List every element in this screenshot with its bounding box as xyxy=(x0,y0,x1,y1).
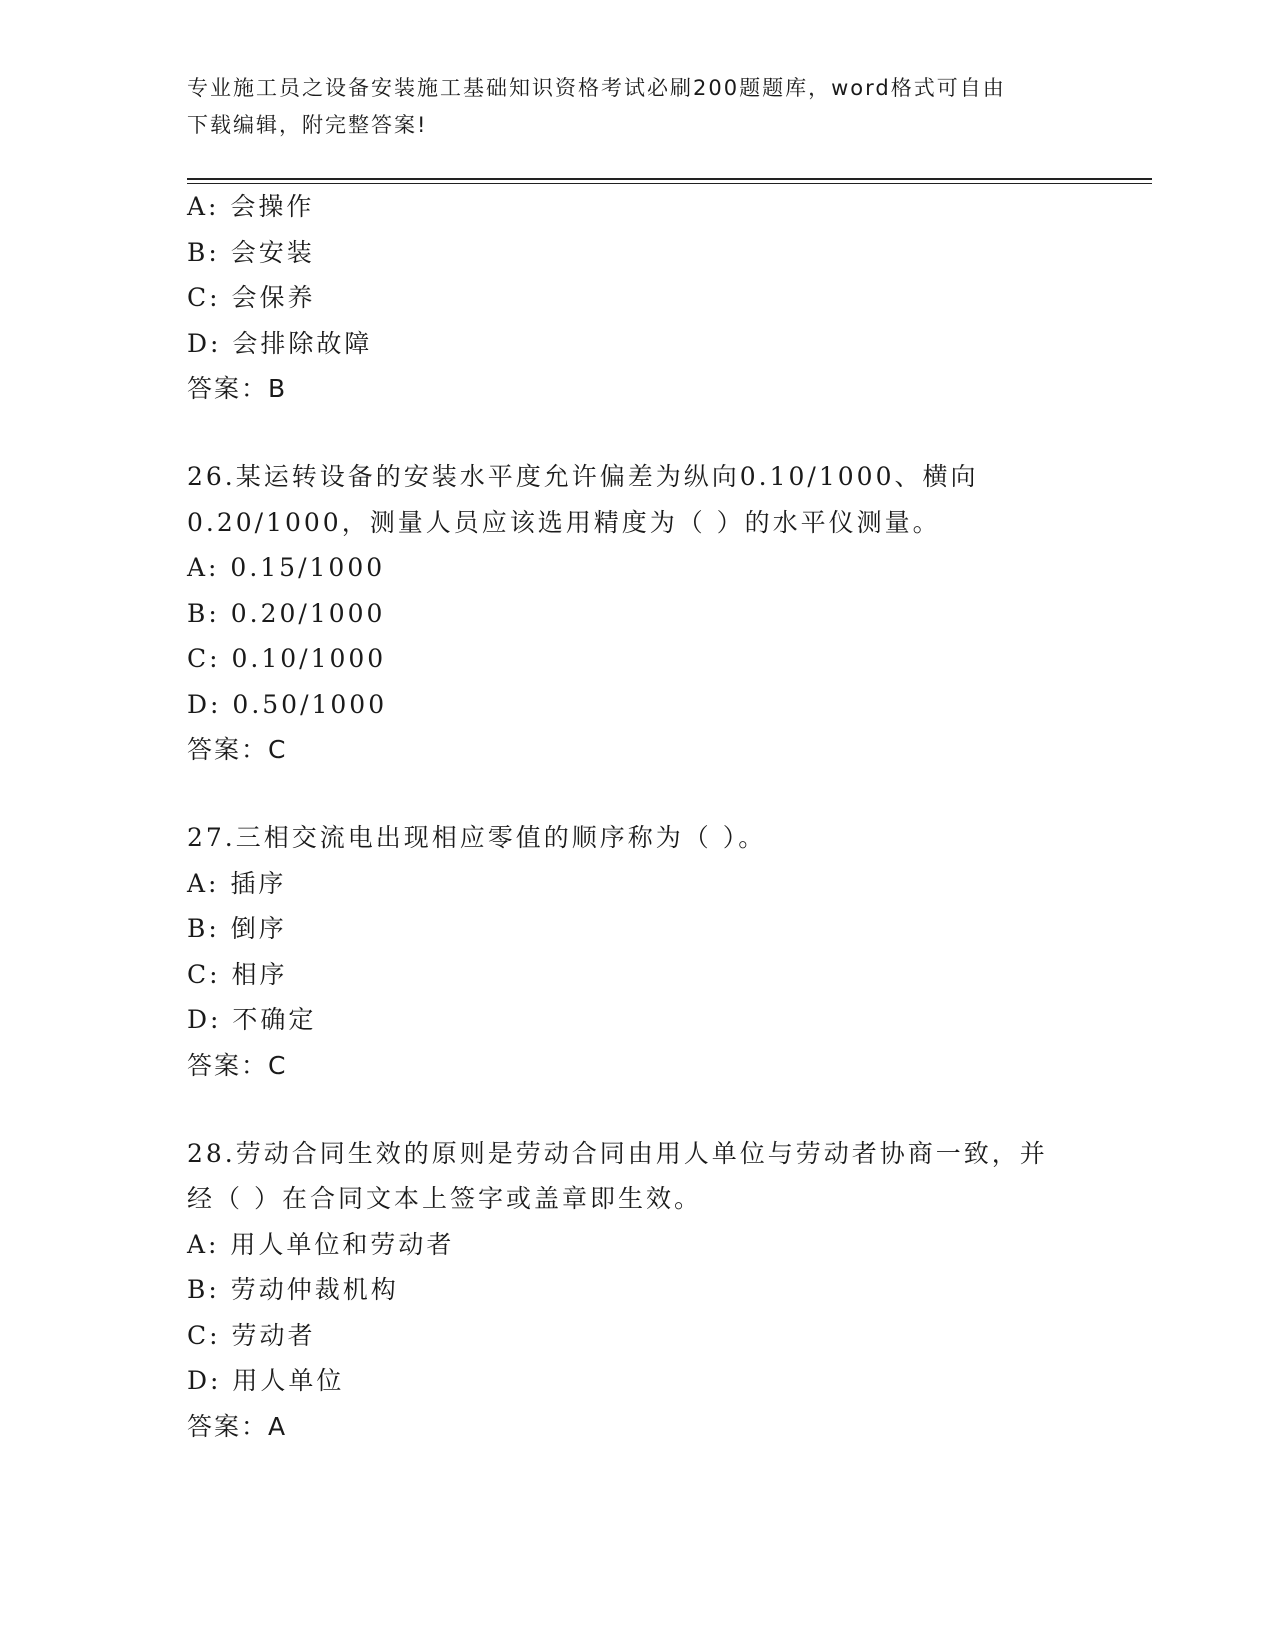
answer: 答案：C xyxy=(187,735,288,764)
option-a: A: 插序 xyxy=(187,868,287,898)
spacer xyxy=(187,411,1152,454)
header-divider xyxy=(187,178,1152,180)
option-b: B: 0.20/1000 xyxy=(187,598,386,628)
option-d: D: 用人单位 xyxy=(187,1366,345,1395)
option-d: D: 会排除故障 xyxy=(187,328,373,358)
option-c: C: 0.10/1000 xyxy=(187,644,387,673)
question-stem: 28.劳动合同生效的原则是劳动合同由用人单位与劳动者协商一致，并 xyxy=(187,1138,1048,1168)
answer: 答案：C xyxy=(187,1050,288,1080)
document-page xyxy=(187,70,1152,1449)
option-a: A: 0.15/1000 xyxy=(187,553,386,582)
question-stem: 27.三相交流电出现相应零值的顺序称为（ ）。 xyxy=(187,823,767,852)
question-25 xyxy=(187,184,1152,411)
answer: 答案：A xyxy=(187,1411,288,1441)
option-d: D: 0.50/1000 xyxy=(187,689,388,719)
option-d: D: 不确定 xyxy=(187,1005,317,1034)
header-line-1: 专业施工员之设备安装施工基础知识资格考试必刷200题题库，word格式可自由 xyxy=(187,76,1006,100)
option-c: C: 劳动者 xyxy=(187,1320,316,1350)
option-b: B: 倒序 xyxy=(187,914,287,943)
question-28 xyxy=(187,1131,1152,1449)
question-stem: 26.某运转设备的安装水平度允许偏差为纵向0.10/1000、横向 xyxy=(187,462,979,491)
document-header xyxy=(187,70,1152,144)
question-stem: 0.20/1000，测量人员应该选用精度为（ ）的水平仪测量。 xyxy=(187,507,941,537)
spacer xyxy=(187,772,1152,815)
option-b: B: 会安装 xyxy=(187,237,315,267)
spacer xyxy=(187,1088,1152,1131)
answer: 答案：B xyxy=(187,374,288,403)
option-a: A: 用人单位和劳动者 xyxy=(187,1229,455,1259)
question-stem: 经（ ）在合同文本上签字或盖章即生效。 xyxy=(187,1184,702,1213)
header-line-2: 下载编辑，附完整答案! xyxy=(187,113,428,137)
option-c: C: 会保养 xyxy=(187,283,316,312)
question-26 xyxy=(187,454,1152,772)
option-a: A: 会操作 xyxy=(187,192,315,221)
question-list xyxy=(187,184,1152,1449)
question-27 xyxy=(187,815,1152,1088)
option-b: B: 劳动仲裁机构 xyxy=(187,1275,399,1304)
option-c: C: 相序 xyxy=(187,959,288,989)
